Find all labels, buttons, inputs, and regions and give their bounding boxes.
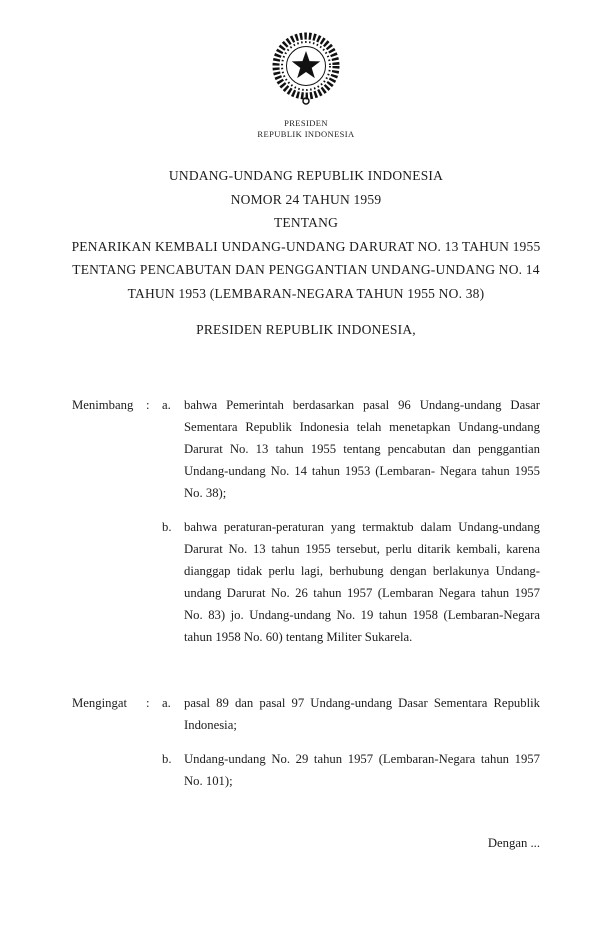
law-title-block <box>0 164 612 305</box>
section-separator-empty <box>146 748 162 792</box>
title-line-1: UNDANG-UNDANG REPUBLIK INDONESIA <box>168 168 444 183</box>
section-separator-empty <box>146 516 162 648</box>
clause-menimbang-b <box>72 516 540 648</box>
item-text: bahwa peraturan-peraturan yang termaktub dalam Undang-undang Darurat No. 13 tahun 1955 tersebut, perlu ditarik kembali, karena dianggap tidak perlu lagi, berhubung dengan berlakunya Undang-undang Darurat No. 26 tahun 1957 (Lembaran Negara tahun 1957 No. 83) jo. Undang-undang No. 19 tahun 1958 (Lembaran-Negara tahun 1958 No. 60) tentang Militer Sukarela. <box>184 520 540 644</box>
title-line-2: NOMOR 24 TAHUN 1959 <box>230 191 382 207</box>
section-menimbang <box>72 394 540 648</box>
org-line-republik: REPUBLIK INDONESIA <box>257 129 355 139</box>
item-text: pasal 89 dan pasal 97 Undang-undang Dasar Sementara Republik Indonesia; <box>184 696 540 732</box>
section-label-empty <box>72 748 146 792</box>
title-line-4: PENARIKAN KEMBALI UNDANG-UNDANG DARURAT NO. 13 TAHUN 1955 <box>71 238 541 254</box>
opening-line: PRESIDEN REPUBLIK INDONESIA, <box>196 322 416 337</box>
item-marker: a. <box>162 398 171 412</box>
clause-menimbang-a <box>72 394 540 504</box>
item-marker: a. <box>162 696 171 710</box>
section-label: Menimbang <box>72 398 134 412</box>
org-line-presiden: PRESIDEN <box>284 118 328 128</box>
section-label: Mengingat <box>72 696 127 710</box>
section-separator: : <box>146 398 150 412</box>
item-marker: b. <box>162 520 172 534</box>
emblem-container <box>0 0 612 140</box>
clause-mengingat-b <box>72 748 540 792</box>
clause-mengingat-a <box>72 692 540 736</box>
section-mengingat <box>72 692 540 792</box>
presidential-seal-icon <box>263 97 349 114</box>
section-label-empty <box>72 516 146 648</box>
section-separator: : <box>146 696 150 710</box>
title-line-6: TAHUN 1953 (LEMBARAN-NEGARA TAHUN 1955 NO. 38) <box>127 285 485 301</box>
title-line-5: TENTANG PENCABUTAN DAN PENGGANTIAN UNDANG-UNDANG NO. 14 <box>72 262 540 277</box>
org-name <box>0 118 612 140</box>
title-line-3: TENTANG <box>273 215 339 230</box>
item-marker: b. <box>162 752 172 766</box>
item-text: Undang-undang No. 29 tahun 1957 (Lembaran-Negara tahun 1957 No. 101); <box>184 752 540 788</box>
document-body <box>72 394 540 792</box>
page-catchword: Dengan ... <box>487 836 540 850</box>
item-text: bahwa Pemerintah berdasarkan pasal 96 Undang-undang Dasar Sementara Republik Indonesia telah menetapkan Undang-undang Darurat No. 13 tahun 1955 tentang pencabutan dan penggantian Undang-undang No. 14 tahun 1953 (Lembaran- Negara tahun 1955 No. 38); <box>184 398 540 500</box>
